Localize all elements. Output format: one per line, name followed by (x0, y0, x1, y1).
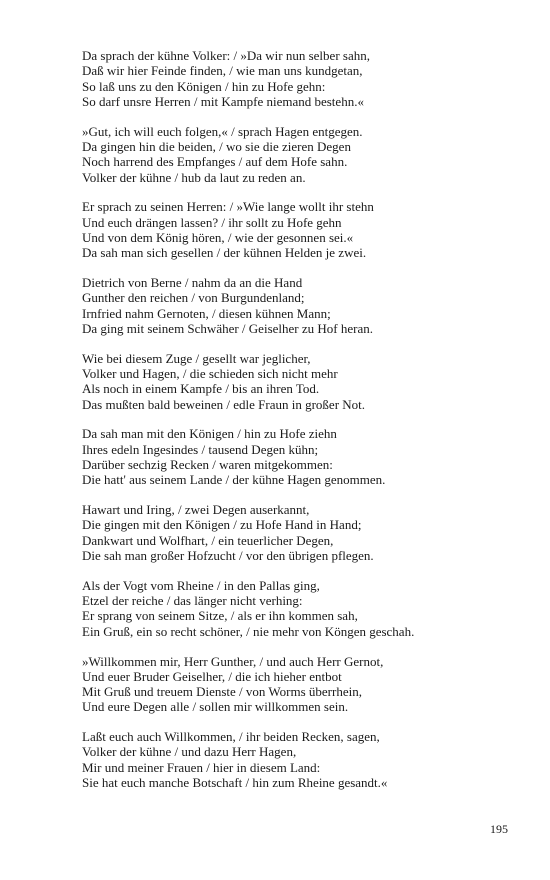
verse-line: Er sprach zu seinen Herren: / »Wie lange wollt ihr stehn (82, 199, 374, 215)
verse-line: Als noch in einem Kampfe / bis an ihren Tod. (82, 381, 320, 397)
verse-line: Darüber sechzig Recken / waren mitgekommen: (82, 457, 333, 473)
verse-line: Die sah man großer Hofzucht / vor den übrigen pflegen. (82, 548, 374, 564)
verse-line: Daß wir hier Feinde finden, / wie man uns kundgetan, (82, 63, 363, 79)
verse-line: Volker und Hagen, / die schieden sich nicht mehr (82, 366, 338, 382)
verse-line: Noch harrend des Empfanges / auf dem Hofe sahn. (82, 154, 348, 170)
verse-line: Volker der kühne / hub da laut zu reden an. (82, 169, 306, 185)
verse-line: Und eure Degen alle / sollen mir willkommen sein. (82, 699, 349, 715)
verse-line: »Willkommen mir, Herr Gunther, / und auch Herr Gernot, (82, 653, 384, 669)
verse-line: Da sah man sich gesellen / der kühnen Helden je zwei. (82, 245, 367, 261)
verse-line: Das mußten bald beweinen / edle Fraun in großer Not. (82, 396, 366, 412)
verse-line: So darf unsre Herren / mit Kampfe niemand bestehn.« (82, 93, 364, 109)
verse-line: Da gingen hin die beiden, / wo sie die zieren Degen (82, 138, 351, 154)
verse-line: Sie hat euch manche Botschaft / hin zum Rheine gesandt.« (82, 775, 388, 791)
verse-line: Volker der kühne / und dazu Herr Hagen, (82, 744, 297, 760)
stanza (82, 426, 522, 487)
stanza (82, 578, 522, 639)
verse-line: Dankwart und Wolfhart, / ein teuerlicher Degen, (82, 532, 334, 548)
verse-line: Und euer Bruder Geiselher, / die ich hieher entbot (82, 668, 342, 684)
stanza (82, 48, 522, 109)
verse-line: Er sprang von seinem Sitze, / als er ihn kommen sah, (82, 608, 358, 624)
verse-line: Irnfried nahm Gernoten, / diesen kühnen Mann; (82, 305, 331, 321)
verse-line: Mit Gruß und treuem Dienste / von Worms überrhein, (82, 684, 362, 700)
verse-line: Als der Vogt vom Rheine / in den Pallas ging, (82, 577, 320, 593)
verse-line: Hawart und Iring, / zwei Degen auserkannt, (82, 502, 310, 518)
verse-line: So laß uns zu den Königen / hin zu Hofe gehn: (82, 78, 326, 94)
stanza (82, 199, 522, 260)
verse-line: Wie bei diesem Zuge / gesellt war jeglicher, (82, 350, 311, 366)
verse-line: Die hatt' aus seinem Lande / der kühne Hagen genommen. (82, 472, 386, 488)
verse-line: Etzel der reiche / das länger nicht verhing: (82, 593, 303, 609)
verse-line: Und euch drängen lassen? / ihr sollt zu Hofe gehn (82, 214, 342, 230)
stanza (82, 654, 522, 715)
verse-line: Ihres edeln Ingesindes / tausend Degen kühn; (82, 441, 319, 457)
verse-line: »Gut, ich will euch folgen,« / sprach Hagen entgegen. (82, 123, 363, 139)
verse-line: Da sprach der kühne Volker: / »Da wir nun selber sahn, (82, 48, 370, 63)
stanza (82, 729, 522, 790)
stanza (82, 275, 522, 336)
poem-text (82, 48, 522, 805)
verse-line: Gunther den reichen / von Burgundenland; (82, 290, 305, 306)
verse-line: Die gingen mit den Königen / zu Hofe Hand in Hand; (82, 517, 362, 533)
stanza (82, 124, 522, 185)
verse-line: Da ging mit seinem Schwäher / Geiselher zu Hof heran. (82, 320, 373, 336)
page-number: 195 (490, 822, 508, 836)
verse-line: Mir und meiner Frauen / hier in diesem Land: (82, 759, 321, 775)
verse-line: Und von dem König hören, / wie der gesonnen sei.« (82, 229, 354, 245)
verse-line: Da sah man mit den Königen / hin zu Hofe ziehn (82, 426, 337, 442)
verse-line: Ein Gruß, ein so recht schöner, / nie mehr von Köngen geschah. (82, 623, 415, 639)
stanza (82, 502, 522, 563)
verse-line: Dietrich von Berne / nahm da an die Hand (82, 275, 303, 291)
stanza (82, 351, 522, 412)
verse-line: Laßt euch auch Willkommen, / ihr beiden Recken, sagen, (82, 729, 380, 745)
